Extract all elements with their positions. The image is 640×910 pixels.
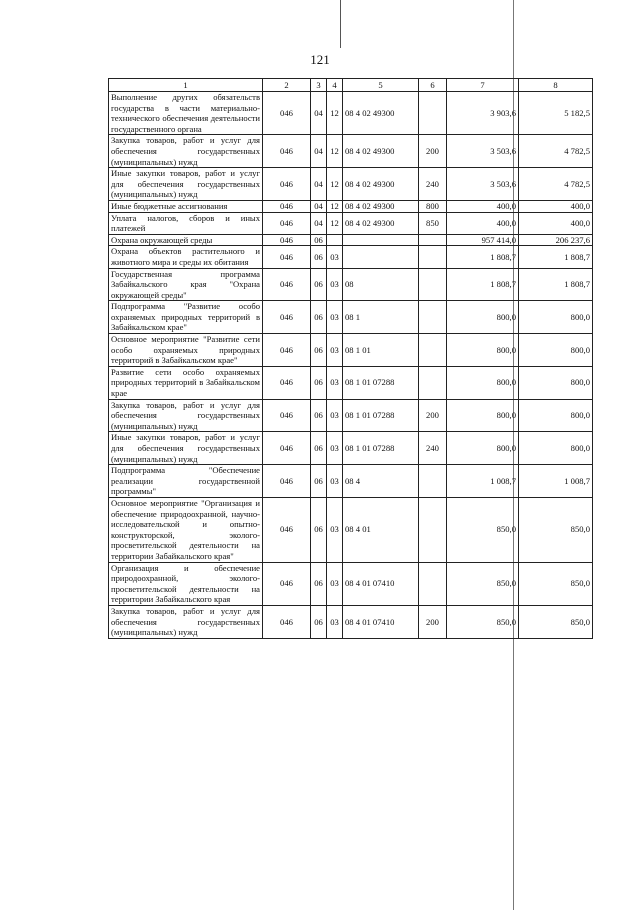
item-name-cell: Уплата налогов, сборов и иных платежей xyxy=(109,212,263,234)
target-article-cell: 08 1 01 07288 xyxy=(343,399,419,432)
amount-year2-cell: 850,0 xyxy=(519,497,593,562)
section-code-cell: 06 xyxy=(311,334,327,367)
target-article-cell: 08 1 01 07288 xyxy=(343,366,419,399)
amount-year1-cell: 957 414,0 xyxy=(447,234,519,246)
subsection-code-cell: 03 xyxy=(327,562,343,605)
ministry-code-cell: 046 xyxy=(263,497,311,562)
section-code-cell: 04 xyxy=(311,92,327,135)
subsection-code-cell: 12 xyxy=(327,168,343,201)
section-code-cell: 06 xyxy=(311,465,327,498)
amount-year2-cell: 206 237,6 xyxy=(519,234,593,246)
table-row xyxy=(109,268,593,301)
amount-year2-cell: 4 782,5 xyxy=(519,168,593,201)
target-article-cell: 08 4 02 49300 xyxy=(343,168,419,201)
ministry-code-cell: 046 xyxy=(263,334,311,367)
ministry-code-cell: 046 xyxy=(263,366,311,399)
subsection-code-cell: 03 xyxy=(327,497,343,562)
amount-year2-cell: 800,0 xyxy=(519,366,593,399)
subsection-code-cell: 03 xyxy=(327,268,343,301)
amount-year1-cell: 400,0 xyxy=(447,212,519,234)
section-code-cell: 06 xyxy=(311,432,327,465)
target-article-cell: 08 4 01 xyxy=(343,497,419,562)
item-name-cell: Государственная программа Забайкальского края "Охрана окружающей среды" xyxy=(109,268,263,301)
expense-type-cell: 240 xyxy=(419,432,447,465)
table-row xyxy=(109,212,593,234)
table-row xyxy=(109,605,593,638)
table-row xyxy=(109,301,593,334)
expense-type-cell xyxy=(419,92,447,135)
item-name-cell: Основное мероприятие "Развитие сети особо охраняемых природных территорий в Забайкальском крае" xyxy=(109,334,263,367)
item-name-cell: Развитие сети особо охраняемых природных территорий в Забайкальском крае xyxy=(109,366,263,399)
target-article-cell: 08 4 01 07410 xyxy=(343,605,419,638)
ministry-code-cell: 046 xyxy=(263,212,311,234)
subsection-code-cell: 03 xyxy=(327,399,343,432)
expense-type-cell xyxy=(419,497,447,562)
subsection-code-cell: 12 xyxy=(327,212,343,234)
table-row xyxy=(109,135,593,168)
subsection-code-cell: 03 xyxy=(327,432,343,465)
amount-year1-cell: 800,0 xyxy=(447,334,519,367)
subsection-code-cell: 12 xyxy=(327,135,343,168)
item-name-cell: Охрана объектов растительного и животного мира и среды их обитания xyxy=(109,246,263,268)
section-code-cell: 06 xyxy=(311,301,327,334)
table-header-row xyxy=(109,79,593,92)
subsection-code-cell: 03 xyxy=(327,334,343,367)
section-code-cell: 06 xyxy=(311,497,327,562)
header-cell: 1 xyxy=(109,79,263,92)
subsection-code-cell xyxy=(327,234,343,246)
expense-type-cell: 200 xyxy=(419,399,447,432)
target-article-cell xyxy=(343,246,419,268)
subsection-code-cell: 03 xyxy=(327,366,343,399)
amount-year1-cell: 1 808,7 xyxy=(447,268,519,301)
amount-year1-cell: 3 903,6 xyxy=(447,92,519,135)
subsection-code-cell: 03 xyxy=(327,301,343,334)
amount-year2-cell: 800,0 xyxy=(519,301,593,334)
header-cell: 6 xyxy=(419,79,447,92)
header-cell: 4 xyxy=(327,79,343,92)
amount-year2-cell: 1 808,7 xyxy=(519,246,593,268)
amount-year1-cell: 850,0 xyxy=(447,605,519,638)
amount-year1-cell: 800,0 xyxy=(447,366,519,399)
item-name-cell: Основное мероприятие "Организация и обеспечение природоохранной, научно-исследовательской и опытно-конструкторской, эколого-просветительской деятельности на территории Забайкальского края" xyxy=(109,497,263,562)
table-row xyxy=(109,234,593,246)
page-number: 121 xyxy=(310,52,330,67)
section-code-cell: 06 xyxy=(311,605,327,638)
amount-year2-cell: 850,0 xyxy=(519,605,593,638)
expense-type-cell xyxy=(419,366,447,399)
amount-year2-cell: 1 008,7 xyxy=(519,465,593,498)
table-row xyxy=(109,168,593,201)
ministry-code-cell: 046 xyxy=(263,465,311,498)
header-cell: 8 xyxy=(519,79,593,92)
target-article-cell xyxy=(343,234,419,246)
amount-year2-cell: 800,0 xyxy=(519,334,593,367)
header-cell: 5 xyxy=(343,79,419,92)
section-code-cell: 06 xyxy=(311,562,327,605)
item-name-cell: Закупка товаров, работ и услуг для обеспечения государственных (муниципальных) нужд xyxy=(109,135,263,168)
target-article-cell: 08 1 01 xyxy=(343,334,419,367)
table-row xyxy=(109,92,593,135)
section-code-cell: 06 xyxy=(311,234,327,246)
ministry-code-cell: 046 xyxy=(263,399,311,432)
item-name-cell: Закупка товаров, работ и услуг для обеспечения государственных (муниципальных) нужд xyxy=(109,399,263,432)
section-code-cell: 04 xyxy=(311,212,327,234)
expense-type-cell xyxy=(419,301,447,334)
expense-type-cell xyxy=(419,334,447,367)
target-article-cell: 08 4 02 49300 xyxy=(343,200,419,212)
target-article-cell: 08 4 02 49300 xyxy=(343,92,419,135)
amount-year2-cell: 4 782,5 xyxy=(519,135,593,168)
expense-type-cell: 200 xyxy=(419,605,447,638)
expense-type-cell xyxy=(419,234,447,246)
item-name-cell: Подпрограмма "Развитие особо охраняемых природных территорий в Забайкальском крае" xyxy=(109,301,263,334)
section-code-cell: 04 xyxy=(311,168,327,201)
amount-year1-cell: 1 808,7 xyxy=(447,246,519,268)
expense-type-cell: 200 xyxy=(419,135,447,168)
target-article-cell: 08 4 xyxy=(343,465,419,498)
amount-year2-cell: 400,0 xyxy=(519,212,593,234)
table-row xyxy=(109,200,593,212)
subsection-code-cell: 12 xyxy=(327,200,343,212)
amount-year1-cell: 400,0 xyxy=(447,200,519,212)
subsection-code-cell: 12 xyxy=(327,92,343,135)
table-row xyxy=(109,432,593,465)
table-row xyxy=(109,497,593,562)
section-code-cell: 06 xyxy=(311,399,327,432)
amount-year1-cell: 800,0 xyxy=(447,399,519,432)
amount-year1-cell: 800,0 xyxy=(447,432,519,465)
target-article-cell: 08 4 02 49300 xyxy=(343,135,419,168)
section-code-cell: 06 xyxy=(311,366,327,399)
amount-year1-cell: 800,0 xyxy=(447,301,519,334)
section-code-cell: 06 xyxy=(311,268,327,301)
subsection-code-cell: 03 xyxy=(327,605,343,638)
expense-type-cell: 240 xyxy=(419,168,447,201)
table-row xyxy=(109,246,593,268)
budget-table xyxy=(108,78,593,639)
expense-type-cell: 850 xyxy=(419,212,447,234)
subsection-code-cell: 03 xyxy=(327,465,343,498)
expense-type-cell xyxy=(419,562,447,605)
header-cell: 7 xyxy=(447,79,519,92)
scan-line xyxy=(340,0,341,48)
header-cell: 3 xyxy=(311,79,327,92)
amount-year2-cell: 850,0 xyxy=(519,562,593,605)
ministry-code-cell: 046 xyxy=(263,562,311,605)
item-name-cell: Выполнение других обязательств государства в части материально-технического обеспечения деятельности государственного органа xyxy=(109,92,263,135)
expense-type-cell xyxy=(419,246,447,268)
amount-year1-cell: 3 503,6 xyxy=(447,135,519,168)
item-name-cell: Организация и обеспечение природоохранной, эколого-просветительской деятельности на территории Забайкальского края xyxy=(109,562,263,605)
item-name-cell: Охрана окружающей среды xyxy=(109,234,263,246)
amount-year1-cell: 1 008,7 xyxy=(447,465,519,498)
amount-year1-cell: 850,0 xyxy=(447,497,519,562)
target-article-cell: 08 4 01 07410 xyxy=(343,562,419,605)
target-article-cell: 08 1 xyxy=(343,301,419,334)
table-row xyxy=(109,366,593,399)
expense-type-cell xyxy=(419,268,447,301)
expense-type-cell xyxy=(419,465,447,498)
amount-year1-cell: 850,0 xyxy=(447,562,519,605)
ministry-code-cell: 046 xyxy=(263,246,311,268)
section-code-cell: 04 xyxy=(311,200,327,212)
item-name-cell: Иные закупки товаров, работ и услуг для обеспечения государственных (муниципальных) нужд xyxy=(109,432,263,465)
section-code-cell: 06 xyxy=(311,246,327,268)
ministry-code-cell: 046 xyxy=(263,92,311,135)
header-cell: 2 xyxy=(263,79,311,92)
table-row xyxy=(109,562,593,605)
ministry-code-cell: 046 xyxy=(263,432,311,465)
amount-year2-cell: 800,0 xyxy=(519,432,593,465)
ministry-code-cell: 046 xyxy=(263,135,311,168)
target-article-cell: 08 1 01 07288 xyxy=(343,432,419,465)
table-row xyxy=(109,399,593,432)
amount-year1-cell: 3 503,6 xyxy=(447,168,519,201)
ministry-code-cell: 046 xyxy=(263,301,311,334)
table-row xyxy=(109,334,593,367)
section-code-cell: 04 xyxy=(311,135,327,168)
ministry-code-cell: 046 xyxy=(263,605,311,638)
expense-type-cell: 800 xyxy=(419,200,447,212)
amount-year2-cell: 800,0 xyxy=(519,399,593,432)
target-article-cell: 08 xyxy=(343,268,419,301)
item-name-cell: Иные закупки товаров, работ и услуг для обеспечения государственных (муниципальных) нужд xyxy=(109,168,263,201)
subsection-code-cell: 03 xyxy=(327,246,343,268)
table-row xyxy=(109,465,593,498)
ministry-code-cell: 046 xyxy=(263,268,311,301)
item-name-cell: Иные бюджетные ассигнования xyxy=(109,200,263,212)
amount-year2-cell: 5 182,5 xyxy=(519,92,593,135)
ministry-code-cell: 046 xyxy=(263,200,311,212)
ministry-code-cell: 046 xyxy=(263,168,311,201)
target-article-cell: 08 4 02 49300 xyxy=(343,212,419,234)
amount-year2-cell: 1 808,7 xyxy=(519,268,593,301)
item-name-cell: Закупка товаров, работ и услуг для обеспечения государственных (муниципальных) нужд xyxy=(109,605,263,638)
item-name-cell: Подпрограмма "Обеспечение реализации государственной программы" xyxy=(109,465,263,498)
ministry-code-cell: 046 xyxy=(263,234,311,246)
amount-year2-cell: 400,0 xyxy=(519,200,593,212)
